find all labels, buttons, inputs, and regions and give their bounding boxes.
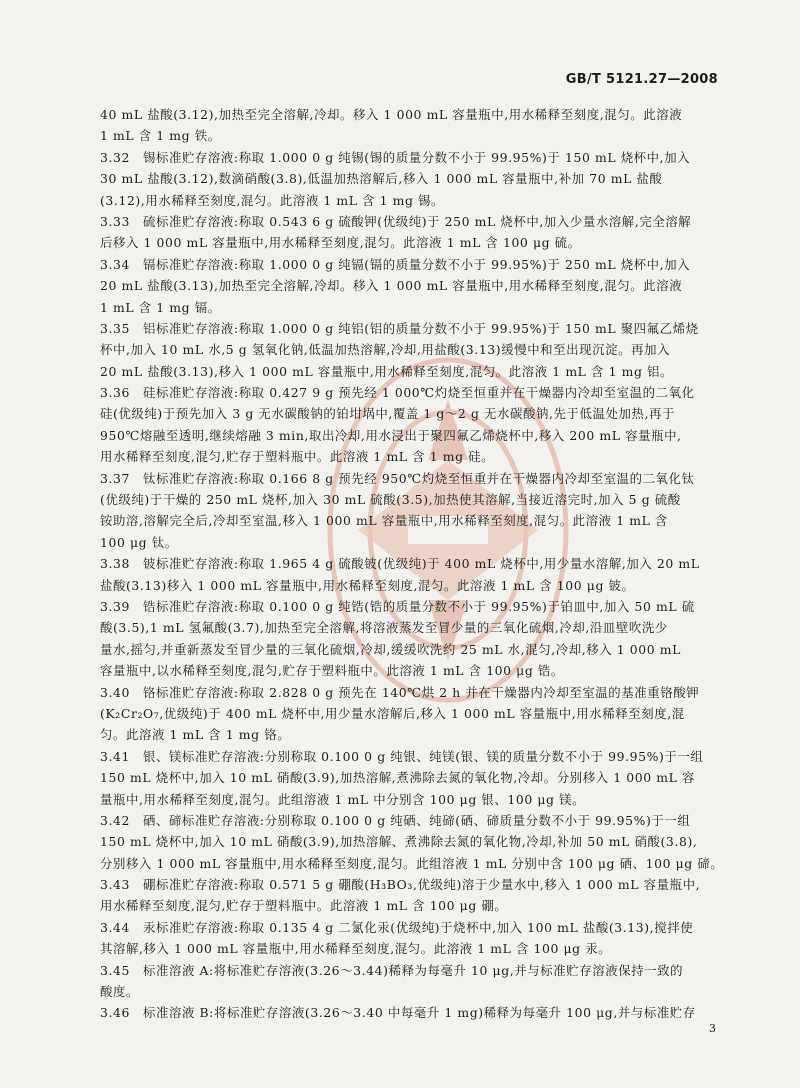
page-number: 3 <box>709 1022 716 1035</box>
text-line: 3.45 标准溶液 A:将标准贮存溶液(3.26～3.44)稀释为每毫升 10 μg,并与标准贮存溶液保持一致的 <box>100 962 684 978</box>
clause-3-43 <box>100 874 725 917</box>
text-line: 3.32 锡标准贮存溶液:称取 1.000 0 g 纯锡(锡的质量分数不小于 99.95%)于 150 mL 烧杯中,加入 <box>100 149 691 165</box>
clause-3-36 <box>100 382 725 468</box>
text-line: 匀。此溶液 1 mL 含 1 mg 铬。 <box>100 727 291 743</box>
text-line: 3.44 汞标准贮存溶液:称取 0.135 4 g 二氯化汞(优级纯)于烧杯中,加入 100 mL 盐酸(3.13),搅拌使 <box>100 919 694 935</box>
text-line: 1 mL 含 1 mg 镉。 <box>100 299 221 315</box>
clause-3-45 <box>100 960 725 1003</box>
text-line: 容量瓶中,以水稀释至刻度,混匀,贮存于塑料瓶中。此溶液 1 mL 含 100 μg 锆。 <box>100 663 564 679</box>
text-line: 3.34 镉标准贮存溶液:称取 1.000 0 g 纯镉(镉的质量分数不小于 99.95%)于 250 mL 烧杯中,加入 <box>100 256 691 272</box>
text-line: 20 mL 盐酸(3.13),加热至完全溶解,冷却。移入 1 000 mL 容量瓶中,用水稀释至刻度,混匀。此溶液 <box>100 278 683 294</box>
clause-3-35 <box>100 318 725 382</box>
clause-3-38 <box>100 553 725 596</box>
text-line: 用水稀释至刻度,混匀,贮存于塑料瓶中。此溶液 1 mL 含 100 μg 硼。 <box>100 898 508 914</box>
text-line: 3.33 硫标准贮存溶液:称取 0.543 6 g 硫酸钾(优级纯)于 250 mL 烧杯中,加入少量水溶解,完全溶解 <box>100 213 692 229</box>
text-line: 硅(优级纯)于预先加入 3 g 无水碳酸钠的铂坩埚中,覆盖 1 g～2 g 无水碳酸钠,先于低温处加热,再于 <box>100 406 675 422</box>
text-line: 3.35 铝标准贮存溶液:称取 1.000 0 g 纯铝(铝的质量分数不小于 99.95%)于 150 mL 聚四氟乙烯烧 <box>100 320 699 336</box>
text-line: (3.12),用水稀释至刻度,混匀。此溶液 1 mL 含 1 mg 锡。 <box>100 192 445 208</box>
text-line: 酸(3.5),1 mL 氢氟酸(3.7),加热至完全溶解,将溶液蒸发至冒少量的三氧化硫烟,冷却,沿皿壁吹洗少 <box>100 620 668 636</box>
text-line: (优级纯)于干燥的 250 mL 烧杯,加入 30 mL 硫酸(3.5),加热使其溶解,当接近溶完时,加入 5 g 硫酸 <box>100 492 681 508</box>
text-line: 杯中,加入 10 mL 水,5 g 氢氧化钠,低温加热溶解,冷却,用盐酸(3.13)缓慢中和至出现沉淀。再加入 <box>100 342 671 358</box>
document-body <box>100 104 725 1024</box>
text-line: 3.39 锆标准贮存溶液:称取 0.100 0 g 纯锆(锆的质量分数不小于 99.95%)于铂皿中,加入 50 mL 硫 <box>100 598 695 614</box>
text-line: 后移入 1 000 mL 容量瓶中,用水稀释至刻度,混匀。此溶液 1 mL 含 100 μg 硫。 <box>100 235 581 251</box>
clause-3-46 <box>100 1002 725 1023</box>
text-line: 3.40 铬标准贮存溶液:称取 2.828 0 g 预先在 140℃烘 2 h 并在干燥器内冷却至室温的基准重铬酸钾 <box>100 684 700 700</box>
text-line: 150 mL 烧杯中,加入 10 mL 硝酸(3.9),加热溶解,煮沸除去氮的氧化物,冷却。分别移入 1 000 mL 容 <box>100 770 695 786</box>
text-line: 3.41 银、镁标准贮存溶液:分别称取 0.100 0 g 纯银、纯镁(银、镁的质量分数不小于 99.95%)于一组 <box>100 748 704 764</box>
text-line: 20 mL 盐酸(3.13),移入 1 000 mL 容量瓶中,用水稀释至刻度,混匀。此溶液 1 mL 含 1 mg 铝。 <box>100 363 673 379</box>
text-line: 用水稀释至刻度,混匀,贮存于塑料瓶中。此溶液 1 mL 含 1 mg 硅。 <box>100 449 495 465</box>
text-line: 3.38 铍标准贮存溶液:称取 1.965 4 g 硫酸铍(优级纯)于 400 mL 烧杯中,用少量水溶解,加入 20 mL <box>100 556 700 572</box>
paragraph-continued <box>100 104 725 147</box>
text-line: 盐酸(3.13)移入 1 000 mL 容量瓶中,用水稀释至刻度,混匀。此溶液 1 mL 含 100 μg 铍。 <box>100 577 635 593</box>
text-line: 1 mL 含 1 mg 铁。 <box>100 128 221 144</box>
clause-3-32 <box>100 147 725 211</box>
text-line: 量瓶中,用水稀释至刻度,混匀。此组溶液 1 mL 中分别含 100 μg 银、100 μg 镁。 <box>100 791 586 807</box>
clause-3-34 <box>100 254 725 318</box>
clause-3-39 <box>100 596 725 682</box>
text-line: (K₂Cr₂O₇,优级纯)于 400 mL 烧杯中,用少量水溶解后,移入 1 000 mL 容量瓶中,用水稀释至刻度,混 <box>100 705 685 721</box>
text-line: 100 μg 钛。 <box>100 534 178 550</box>
clause-3-40 <box>100 682 725 746</box>
text-line: 3.42 硒、碲标准贮存溶液:分别称取 0.100 0 g 纯硒、纯碲(硒、碲质量分数不小于 99.95%)于一组 <box>100 812 691 828</box>
text-line: 铵助溶,溶解完全后,冷却至室温,移入 1 000 mL 容量瓶中,用水稀释至刻度,混匀。此溶液 1 mL 含 <box>100 513 668 529</box>
standard-number: GB/T 5121.27—2008 <box>565 72 718 87</box>
text-line: 3.36 硅标准贮存溶液:称取 0.427 9 g 预先经 1 000℃灼烧至恒重并在干燥器内冷却至室温的二氧化 <box>100 385 695 401</box>
text-line: 30 mL 盐酸(3.12),数滴硝酸(3.8),低温加热溶解后,移入 1 000 mL 容量瓶中,补加 70 mL 盐酸 <box>100 171 663 187</box>
text-line: 950℃熔融至透明,继续熔融 3 min,取出冷却,用水浸出于聚四氟乙烯烧杯中,移入 200 mL 容量瓶中, <box>100 427 682 443</box>
clause-3-33 <box>100 211 725 254</box>
text-line: 量水,摇匀,并重新蒸发至冒少量的三氧化硫烟,冷却,缓缓吹洗约 25 mL 水,混匀,冷却,移入 1 000 mL <box>100 641 681 657</box>
clause-3-41 <box>100 746 725 810</box>
text-line: 分别移入 1 000 mL 容量瓶中,用水稀释至刻度,混匀。此组溶液 1 mL 分别中含 100 μg 硒、100 μg 碲。 <box>100 855 724 871</box>
clause-3-37 <box>100 468 725 554</box>
text-line: 酸度。 <box>100 984 139 1000</box>
text-line: 40 mL 盐酸(3.12),加热至完全溶解,冷却。移入 1 000 mL 容量瓶中,用水稀释至刻度,混匀。此溶液 <box>100 107 683 122</box>
text-line: 3.37 钛标准贮存溶液:称取 0.166 8 g 预先经 950℃灼烧至恒重并在干燥器内冷却至室温的二氧化钛 <box>100 470 695 486</box>
text-line: 3.46 标准溶液 B:将标准贮存溶液(3.26～3.40 中每毫升 1 mg)稀释为每毫升 100 μg,并与标准贮存 <box>100 1005 696 1021</box>
text-line: 其溶解,移入 1 000 mL 容量瓶中,用水稀释至刻度,混匀。此溶液 1 mL 含 100 μg 汞。 <box>100 941 612 957</box>
clause-3-42 <box>100 810 725 874</box>
text-line: 3.43 硼标准贮存溶液:称取 0.571 5 g 硼酸(H₃BO₃,优级纯)溶于少量水中,移入 1 000 mL 容量瓶中, <box>100 877 701 893</box>
text-line: 150 mL 烧杯中,加入 10 mL 硝酸(3.9),加热溶解、煮沸除去氮的氧化物,冷却,补加 50 mL 硝酸(3.8), <box>100 834 698 850</box>
clause-3-44 <box>100 917 725 960</box>
